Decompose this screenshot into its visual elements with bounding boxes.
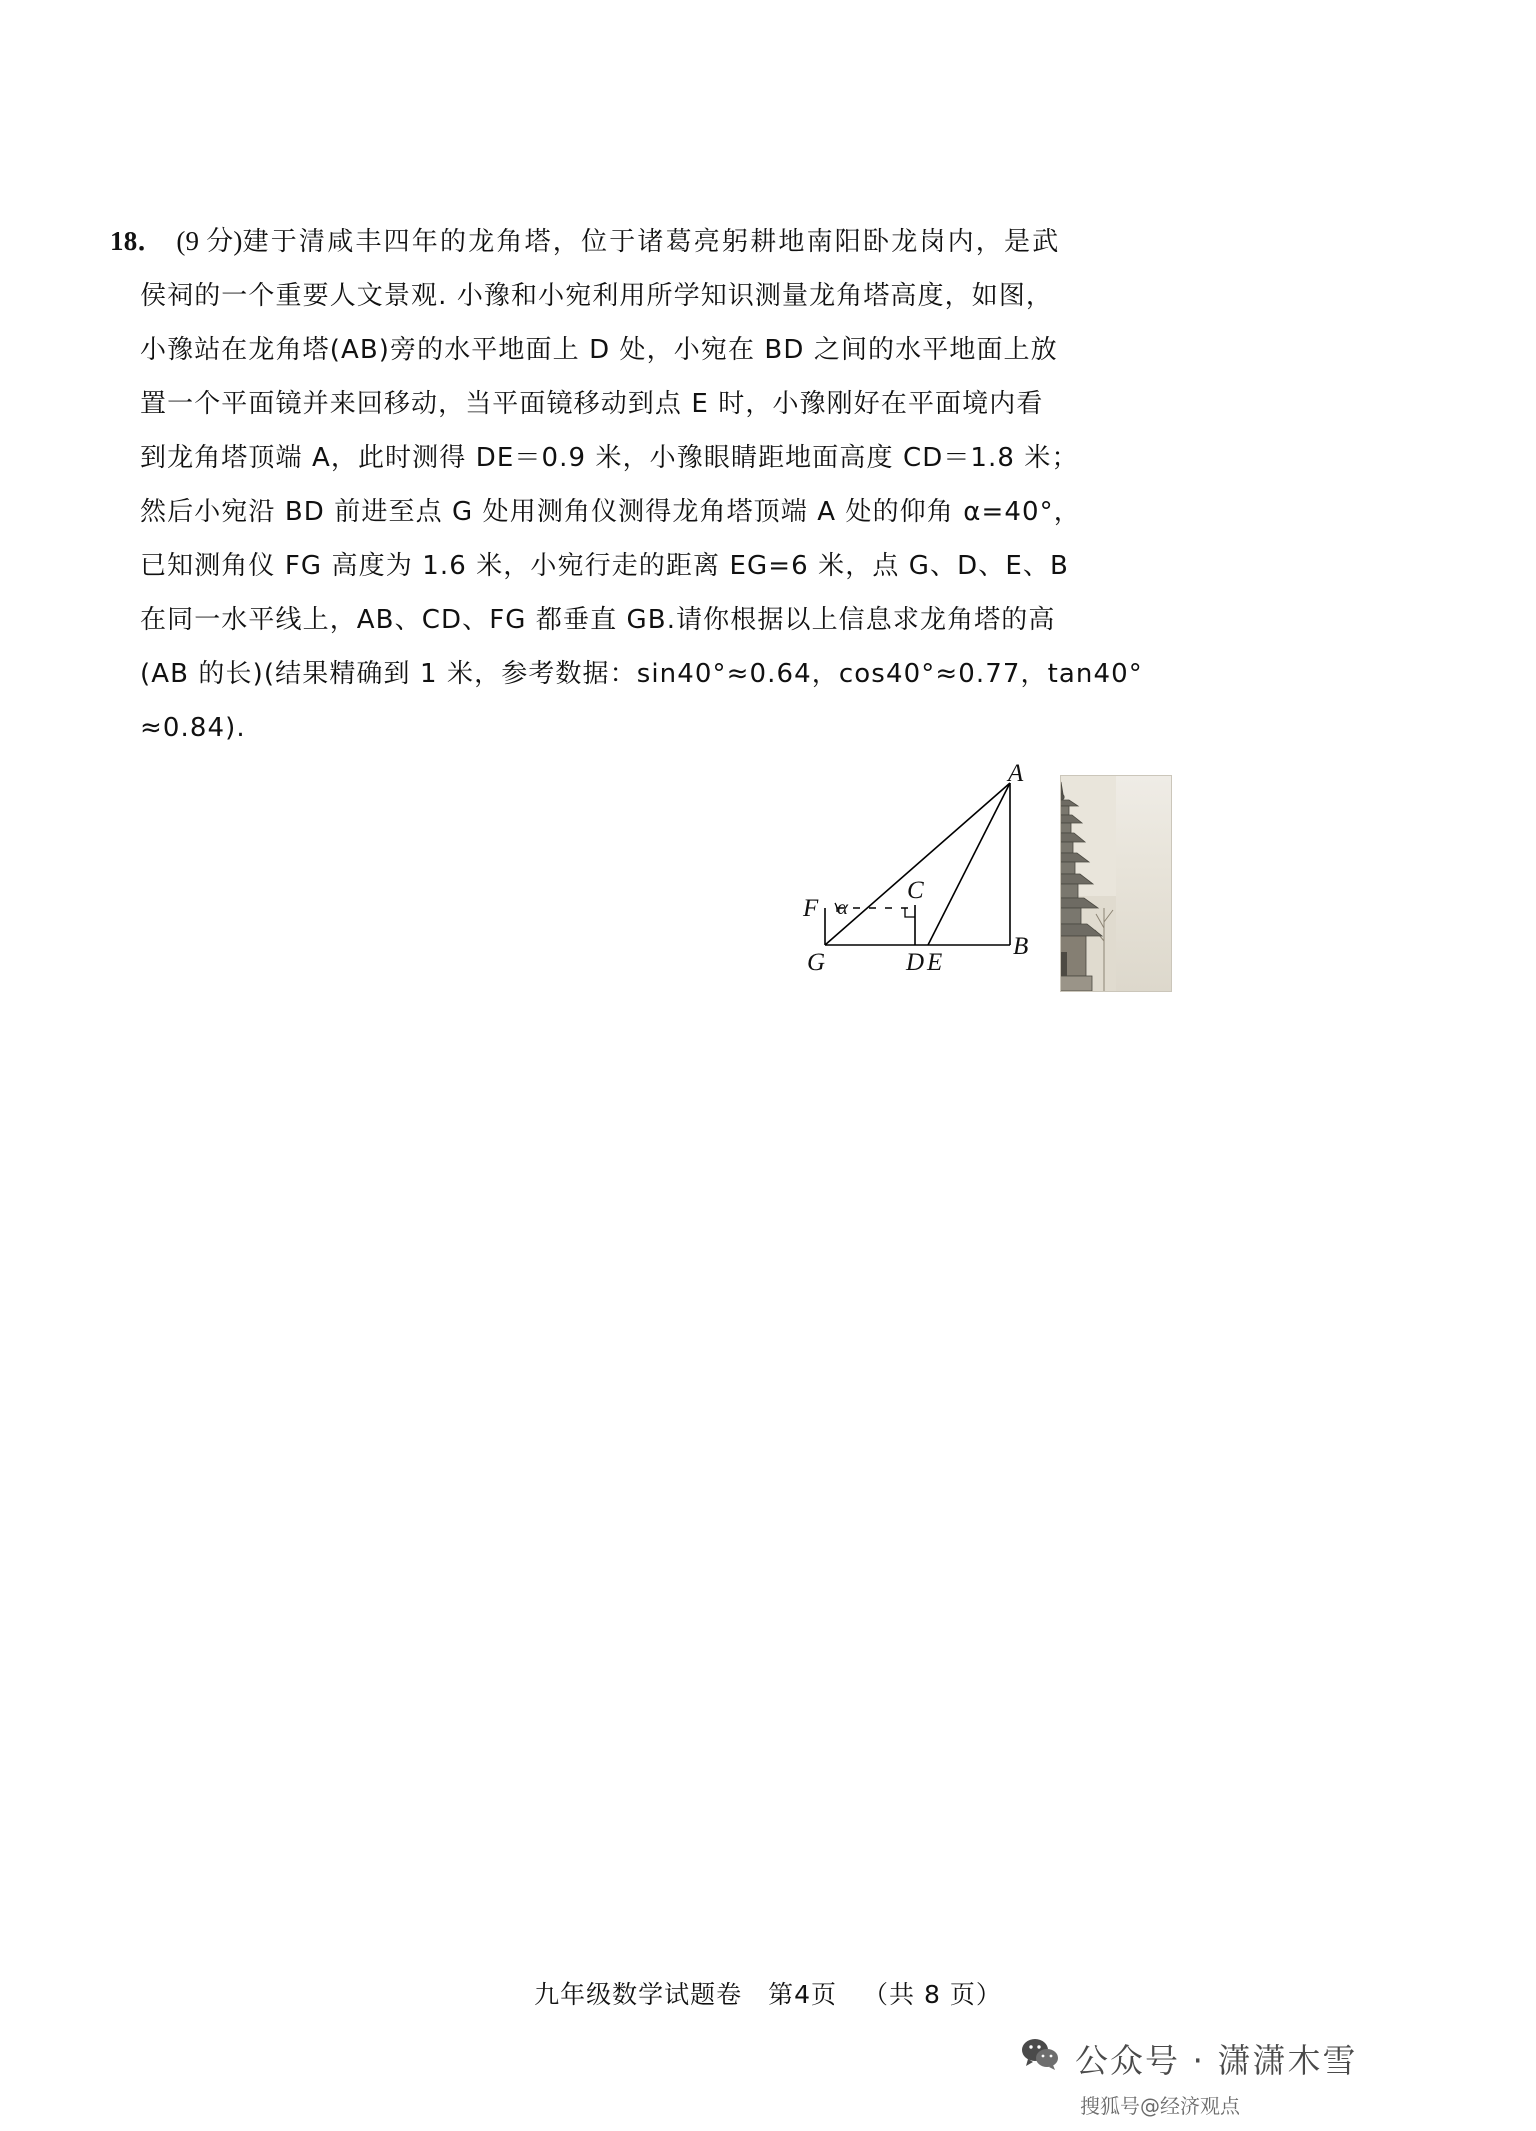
geometry-figure	[803, 760, 1215, 1015]
footer-page-label: 第4页	[768, 1980, 838, 2009]
question-score: (9 分)	[176, 226, 243, 256]
label-F: F	[803, 895, 819, 922]
label-G: G	[807, 949, 826, 976]
label-C: C	[907, 877, 924, 904]
question-line-8	[110, 593, 1235, 647]
question-line-7	[110, 539, 1235, 593]
label-D: D	[906, 949, 925, 976]
label-B: B	[1013, 933, 1029, 960]
page-footer	[0, 1975, 1536, 2011]
question-text-2: 侯祠的一个重要人文景观. 小豫和小宛利用所学知识测量龙角塔高度，如图，	[140, 281, 1054, 311]
pagoda-photo	[1060, 775, 1172, 992]
question-line-4	[110, 377, 1235, 431]
question-text-4: 置一个平面镜并来回移动，当平面镜移动到点 E 时，小豫刚好在平面境内看	[140, 389, 1044, 419]
question-text-7: 已知测角仪 FG 高度为 1.6 米，小宛行走的距离 EG=6 米，点 G、D、E、B	[140, 551, 1069, 581]
watermark-source: 搜狐号@经济观点	[1080, 2094, 1240, 2118]
watermark-account: 公众号 · 潇潇木雪	[1075, 2041, 1358, 2080]
label-E: E	[927, 949, 943, 976]
question-line-2	[110, 269, 1235, 323]
question-line-10	[110, 701, 1235, 755]
question-text-9: (AB 的长)(结果精确到 1 米，参考数据：sin40°≈0.64，cos40°≈0.77，tan40°	[140, 659, 1143, 689]
question-block	[110, 215, 1235, 755]
question-text-1: 建于清咸丰四年的龙角塔，位于诸葛亮躬耕地南阳卧龙岗内，是武	[242, 227, 1061, 257]
line-GA	[825, 783, 1010, 945]
question-line-3	[110, 323, 1235, 377]
question-line-9	[110, 647, 1235, 701]
question-line-1	[110, 215, 1235, 269]
watermark	[1075, 2035, 1505, 2125]
right-angle-mark-C	[905, 908, 915, 917]
question-text-10: ≈0.84).	[140, 713, 246, 743]
question-text-8: 在同一水平线上，AB、CD、FG 都垂直 GB.请你根据以上信息求龙角塔的高	[140, 605, 1056, 635]
question-number: 18．	[110, 226, 165, 256]
question-line-5	[110, 431, 1235, 485]
question-line-6	[110, 485, 1235, 539]
footer-exam-title: 九年级数学试题卷	[534, 1980, 743, 2009]
question-text-3: 小豫站在龙角塔(AB)旁的水平地面上 D 处，小宛在 BD 之间的水平地面上放	[140, 335, 1058, 365]
label-A: A	[1008, 760, 1024, 787]
question-text-5: 到龙角塔顶端 A，此时测得 DE＝0.9 米，小豫眼睛距地面高度 CD＝1.8 米；	[140, 443, 1079, 473]
line-EA	[928, 783, 1010, 945]
wechat-icon	[1020, 2037, 1060, 2071]
question-text-6: 然后小宛沿 BD 前进至点 G 处用测角仪测得龙角塔顶端 A 处的仰角 α=40°，	[140, 497, 1081, 527]
pagoda-illustration	[1060, 776, 1116, 991]
label-alpha-angle: α	[837, 895, 849, 919]
footer-page-total: （共 8 页）	[863, 1980, 1002, 2009]
